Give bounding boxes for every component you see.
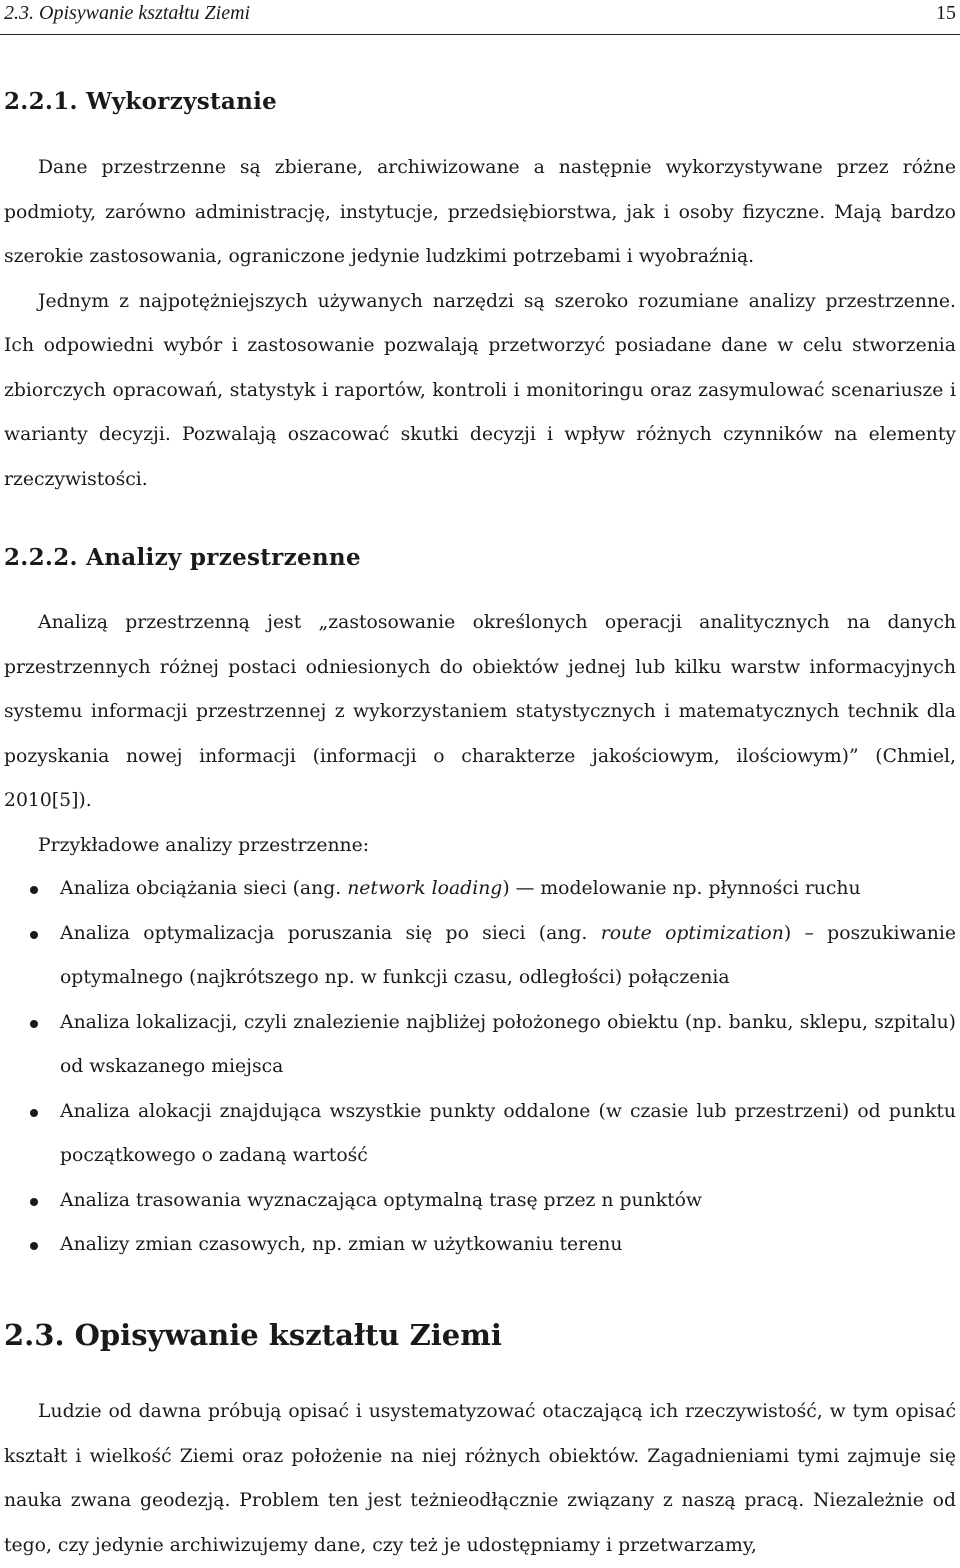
- list-item: [0, 1223, 956, 1268]
- running-header-title: 2.3. Opisywanie kształtu Ziemi: [4, 2, 251, 24]
- paragraph-text: Analizą przestrzenną jest „zastosowanie określonych operacji analitycznych na danych przestrzennych różnej postaci odniesionych do obiektów jednej lub kilku warstw informacyjnych systemu informacji przestrzennej z wykorzystaniem statystycznych i matematycznych technik dla pozyskania nowej informacji (informacji o charakterze jakościowym, ilościowym)” (Chmiel, 2010[5]).: [4, 612, 956, 811]
- list-item: [0, 912, 956, 1001]
- bullet-icon: [30, 886, 38, 894]
- list-item-text: ) — modelowanie np. płynności ruchu: [502, 878, 861, 899]
- paragraph: [4, 1390, 956, 1568]
- bullet-icon: [30, 931, 38, 939]
- list-item-term: route optimization: [600, 922, 784, 944]
- bullet-icon: [30, 1242, 38, 1250]
- list-item: [0, 867, 956, 912]
- list-item-text: Analiza lokalizacji, czyli znalezienie najbliżej położonego obiektu (np. banku, sklepu, szpitalu) od wskazanego miejsca: [60, 1011, 956, 1077]
- list-item-text: Analiza optymalizacja poruszania się po sieci (ang.: [60, 922, 601, 944]
- list-item-text: Analizy zmian czasowych, np. zmian w użytkowaniu terenu: [60, 1234, 623, 1255]
- list-item-text: Analiza alokacji znajdująca wszystkie punkty oddalone (w czasie lub przestrzeni) od punktu początkowego o zadaną wartość: [60, 1100, 956, 1166]
- section-heading-2-2-1: 2.2.1. Wykorzystanie: [4, 88, 278, 115]
- section-heading-2-2-2: 2.2.2. Analizy przestrzenne: [4, 544, 361, 571]
- bullet-icon: [30, 1198, 38, 1206]
- paragraph-text: Dane przestrzenne są zbierane, archiwizowane a następnie wykorzystywane przez różne podmioty, zarówno administrację, instytucje, przedsiębiorstwa, jak i osoby fizyczne. Mają bardzo szerokie zastosowania, ograniczone jedynie ludzkimi potrzebami i wyobraźnią.: [4, 157, 956, 267]
- list-item-text: ) – poszukiwanie optymalnego (najkrótszego np. w funkcji czasu, odległości) połączenia: [60, 922, 957, 988]
- bullet-icon: [30, 1109, 38, 1117]
- list-item-text: Analiza obciążania sieci (ang.: [60, 878, 348, 899]
- paragraph: [4, 601, 956, 868]
- list-item: [0, 1090, 956, 1179]
- list-intro: Przykładowe analizy przestrzenne:: [38, 834, 370, 856]
- paragraph-text: Ludzie od dawna próbują opisać i usystematyzować otaczającą ich rzeczywistość, w tym opisać kształt i wielkość Ziemi oraz położenie na niej różnych obiektów. Zagadnieniami tymi zajmuje się nauka zwana geodezją. Problem ten jest teżnieodłącznie związany z naszą pracą. Niezależnie od tego, czy jedynie archiwizujemy dane, czy też je udostępniamy i przetwarzamy,: [4, 1401, 956, 1556]
- paragraph: [4, 146, 956, 502]
- list-item: [0, 1001, 956, 1090]
- list-item: [0, 1179, 956, 1224]
- list-item-text: Analiza trasowania wyznaczająca optymalną trasę przez n punktów: [60, 1189, 703, 1211]
- analysis-list: [0, 867, 956, 1268]
- paragraph-text: Jednym z najpotężniejszych używanych narzędzi są szeroko rozumiane analizy przestrzenne. Ich odpowiedni wybór i zastosowanie pozwalają przetworzyć posiadane dane w celu stworzenia zbiorczych opracowań, statystyk i raportów, kontroli i monitoringu oraz zasymulować scenariusze i warianty decyzji. Pozwalają oszacować skutki decyzji i wpływ różnych czynników na elementy rzeczywistości.: [4, 290, 956, 490]
- page-number: 15: [936, 2, 956, 24]
- section-heading-2-3: 2.3. Opisywanie kształtu Ziemi: [4, 1318, 502, 1352]
- bullet-icon: [30, 1020, 38, 1028]
- list-item-term: network loading: [347, 878, 503, 899]
- running-header: [0, 0, 960, 35]
